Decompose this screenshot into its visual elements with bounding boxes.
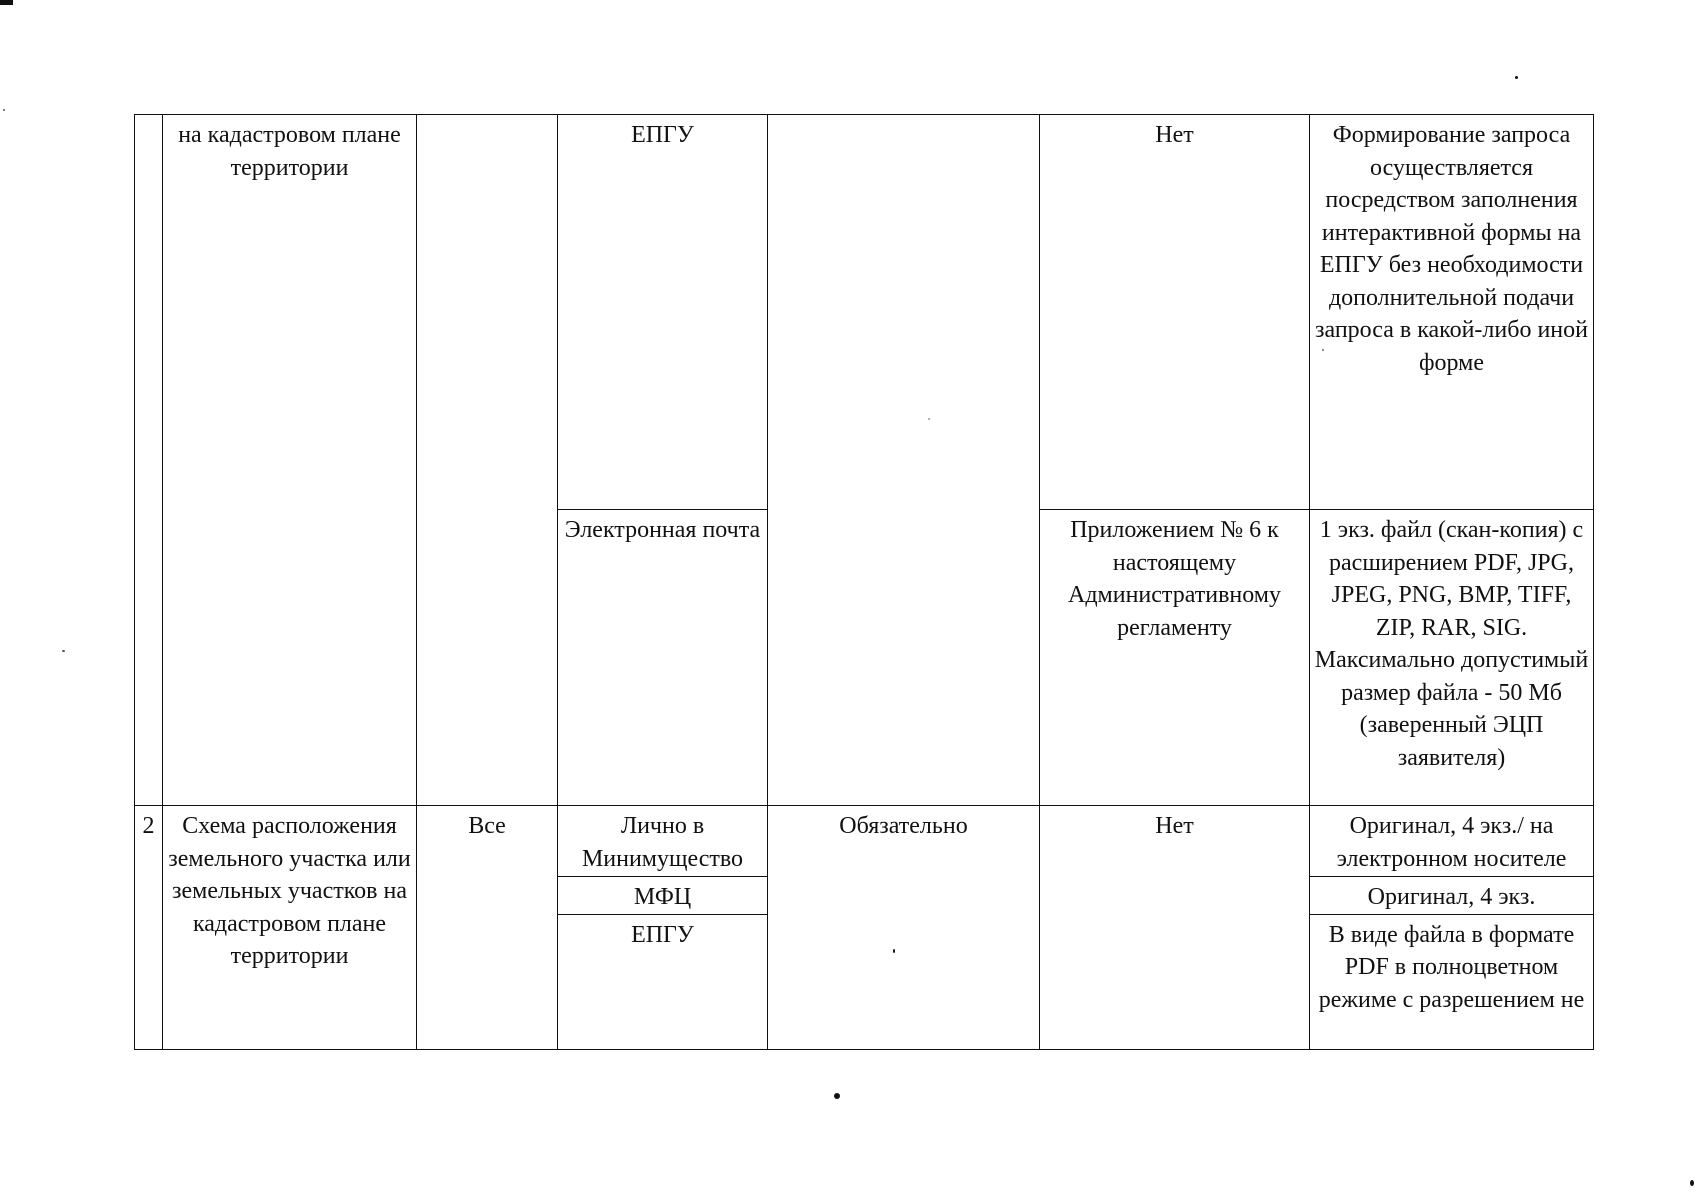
submission-method: ЕПГУ — [631, 921, 694, 948]
submission-method-cell — [558, 115, 768, 510]
form-value: Нет — [1155, 122, 1194, 148]
note-text: Оригинал, 4 экз./ на электронном носителе — [1336, 813, 1567, 872]
documents-table — [134, 114, 1594, 1050]
document-name: Схема расположения земельного участка или земельных участков на кадастровом плане территории — [168, 813, 411, 969]
form-value: Нет — [1155, 813, 1194, 839]
scan-edge-mark — [0, 0, 13, 5]
scan-speck — [1690, 1180, 1694, 1186]
scan-speck — [3, 109, 5, 111]
submission-method: ЕПГУ — [631, 122, 694, 148]
note-cell — [1310, 510, 1594, 806]
document-name-cell — [163, 806, 417, 1050]
applicant-category-cell — [417, 115, 558, 806]
note-text: В виде файла в формате PDF в полноцветном режиме с разрешением не — [1318, 921, 1585, 1013]
requirement-cell — [768, 115, 1040, 806]
applicant-category-cell — [417, 806, 558, 1050]
submission-method-cell — [558, 914, 768, 1049]
document-name-cell — [163, 115, 417, 806]
submission-method: Электронная почта — [564, 517, 761, 543]
note-text: Формирование запроса осуществляется посредством заполнения интерактивной формы на ЕПГУ без необходимости дополнительной подачи запроса в какой-либо иной форме — [1315, 122, 1588, 376]
note-cell — [1310, 115, 1594, 510]
note-text: 1 экз. файл (скан-копия) с расширением PDF, JPG, JPEG, PNG, BMP, TIFF, ZIP, RAR, SIG. Максимально допустимый размер файла - 50 Мб (заверенный ЭЦП заявителя) — [1314, 517, 1589, 771]
submission-method-cell — [558, 877, 768, 915]
note-cell — [1310, 877, 1594, 915]
note-text: Оригинал, 4 экз. — [1367, 884, 1536, 910]
submission-method-cell — [558, 806, 768, 877]
scan-speck — [834, 1093, 840, 1099]
requirement-value: Обязательно — [839, 813, 968, 839]
row-number: 2 — [142, 813, 155, 839]
table-row — [135, 806, 1594, 877]
form-cell — [1040, 510, 1310, 806]
applicant-category: Все — [468, 813, 506, 839]
submission-method-cell — [558, 510, 768, 806]
form-cell — [1040, 806, 1310, 1050]
scan-speck — [62, 650, 65, 652]
table-row — [135, 115, 1594, 510]
submission-method: МФЦ — [633, 884, 692, 910]
scan-speck — [1515, 76, 1518, 79]
form-value: Приложением № 6 к настоящему Административному регламенту — [1068, 517, 1281, 641]
form-cell — [1040, 115, 1310, 510]
note-cell — [1310, 914, 1594, 1049]
document-name: на кадастровом плане территории — [178, 122, 401, 181]
row-number-cell — [135, 806, 163, 1050]
row-number-cell — [135, 115, 163, 806]
requirement-cell — [768, 806, 1040, 1050]
note-cell — [1310, 806, 1594, 877]
submission-method: Лично в Минимущество — [581, 813, 744, 872]
